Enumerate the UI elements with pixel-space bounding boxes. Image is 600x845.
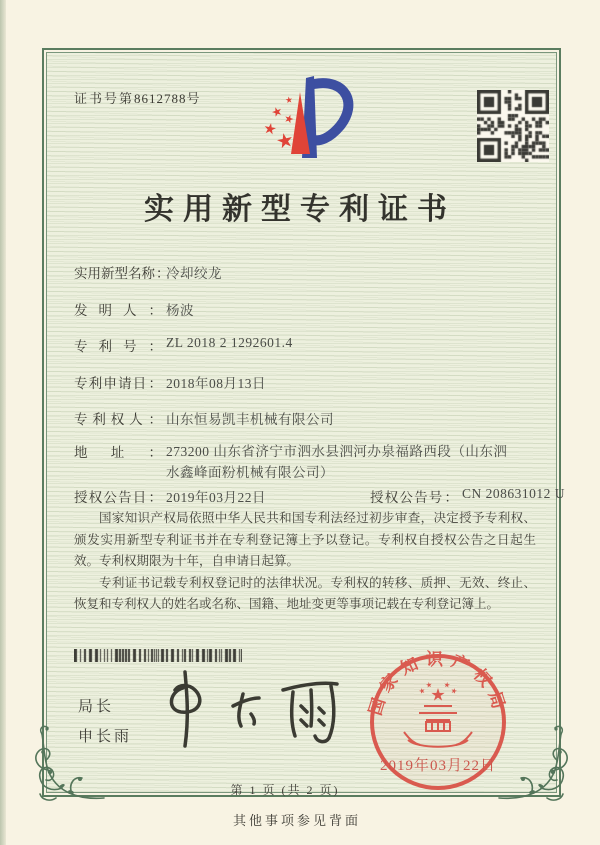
field-value: 冷却绞龙 <box>166 266 222 281</box>
qr-code <box>477 90 549 162</box>
field-label: 专利权人 ： <box>74 408 162 428</box>
field-value: 2018年08月13日 <box>166 376 266 391</box>
field-value: ZL 2018 2 1292601.4 <box>166 335 293 350</box>
field-value: 山东恒易凯丰机械有限公司 <box>166 412 334 427</box>
field-label: 实用新型名称 ： <box>74 262 162 282</box>
barcode <box>74 649 242 662</box>
field-row-filing-date <box>74 372 266 392</box>
field-label: 授权公告日 ： <box>74 486 162 506</box>
paragraph-grant-decision: 国家知识产权局依照中华人民共和国专利法经过初步审查，决定授予专利权、颁发实用新型专利证书并在专利登记簿上予以登记。专利权自授权公告之日起生效。专利权期限为十年，自申请日起算。 <box>74 511 536 568</box>
handwritten-signature <box>155 666 350 751</box>
statutory-text <box>74 508 536 616</box>
grant-date: 2019年03月22日 <box>166 490 266 505</box>
reverse-side-note: 其他事项参见背面 <box>233 813 362 828</box>
field-label: 发明人 ： <box>74 299 162 319</box>
address-line-2: 水鑫峰面粉机械有限公司） <box>166 465 334 480</box>
grant-number-group <box>370 486 565 506</box>
field-value: 杨波 <box>166 303 194 318</box>
page-title: 实用新型专利证书 <box>144 193 456 226</box>
address-line-1: 273200 山东省济宁市泗水县泗河办泉福路西段（山东泗 <box>166 444 508 459</box>
seal-date: 2019年03月22日 <box>379 758 497 774</box>
field-row-patentee <box>74 408 334 428</box>
scan-edge-shadow <box>0 0 6 845</box>
grant-number: CN 208631012 U <box>462 486 566 501</box>
director-block <box>78 692 132 752</box>
field-row-patent-no <box>74 335 293 355</box>
field-value <box>166 441 507 483</box>
field-label: 专利申请日 ： <box>74 372 162 392</box>
field-row-grant <box>74 486 566 506</box>
field-label: 地址 ： <box>74 441 162 461</box>
cnipa-logo-icon <box>246 68 358 176</box>
page-number: 第 1 页 (共 2 页) <box>230 783 340 797</box>
director-name: 申长雨 <box>78 729 133 745</box>
certificate-number: 证书号第8612788号 <box>74 91 202 106</box>
field-row-address <box>74 441 507 483</box>
seal-org-text: 国家知识产权局 <box>365 650 511 718</box>
official-seal <box>352 648 524 800</box>
director-title: 局长 <box>78 699 115 715</box>
field-row-name <box>74 262 222 282</box>
paragraph-register-note: 专利证书记载专利权登记时的法律状况。专利权的转移、质押、无效、终止、恢复和专利权人的姓名或名称、国籍、地址变更等事项记载在专利登记簿上。 <box>74 575 536 611</box>
field-row-inventor <box>74 299 194 319</box>
field-label: 授权公告号 ： <box>370 486 458 506</box>
field-label: 专利号 ： <box>74 335 162 355</box>
